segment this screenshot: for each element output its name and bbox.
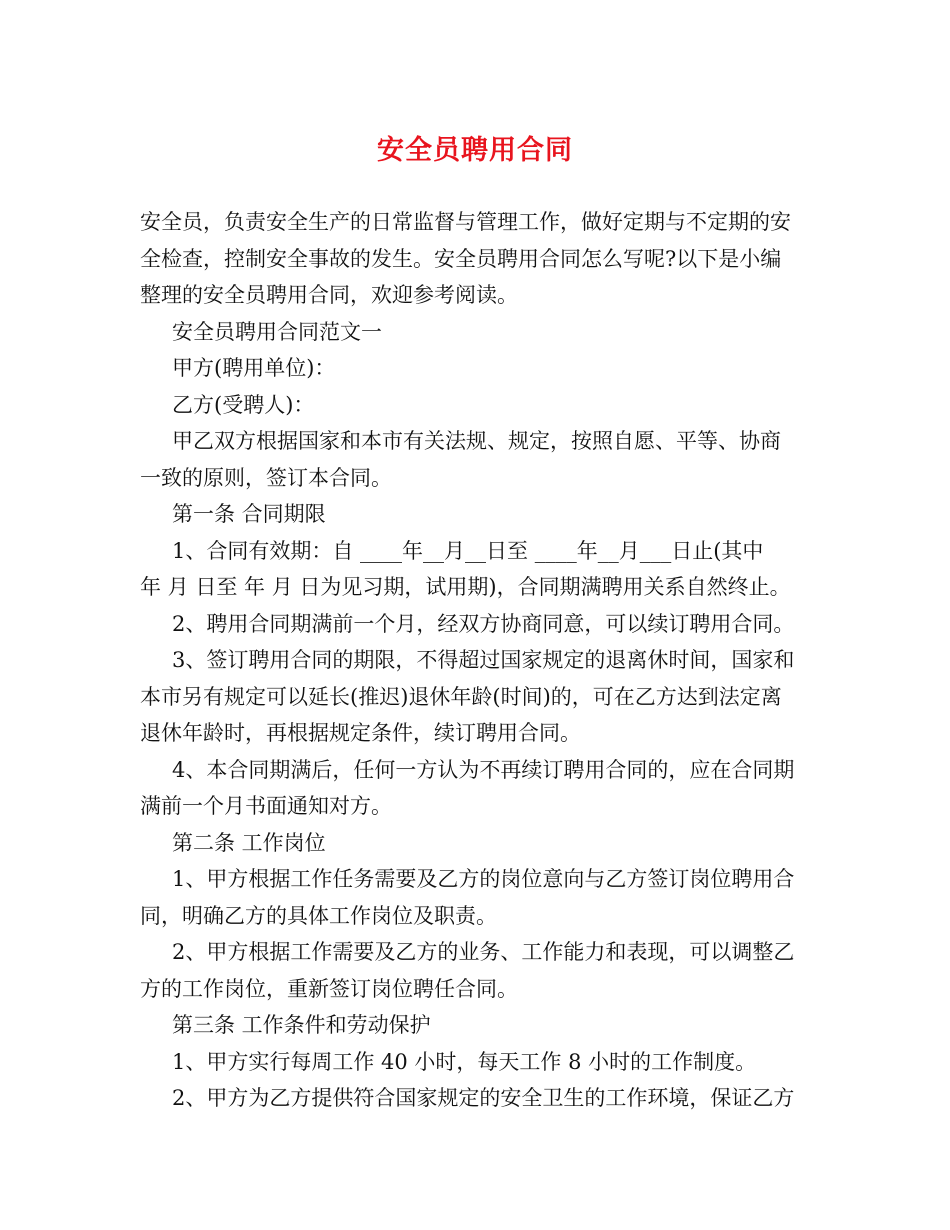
clause-line: 3、签订聘用合同的期限，不得超过国家规定的退离休时间，国家和 [172, 648, 795, 672]
party-a-line: 甲方(聘用单位)： [172, 356, 336, 380]
clause-line: 方的工作岗位，重新签订岗位聘任合同。 [140, 976, 518, 1001]
clause-line: 2、甲方为乙方提供符合国家规定的安全卫生的工作环境，保证乙方 [172, 1086, 795, 1110]
clause-line: 1、甲方实行每周工作 40 小时，每天工作 8 小时的工作制度。 [172, 1049, 757, 1074]
party-b-line: 乙方(受聘人)： [172, 392, 315, 417]
article-heading: 第一条 合同期限 [172, 502, 326, 526]
paragraph-line: 整理的安全员聘用合同，欢迎参考阅读。 [140, 283, 518, 307]
clause-line: 同，明确乙方的具体工作岗位及职责。 [140, 903, 497, 928]
clause-line: 1、合同有效期：自 ____年__月__日至 ____年__月___日止(其中 [172, 538, 764, 563]
section-heading: 安全员聘用合同范文一 [172, 319, 382, 344]
paragraph-line: 一致的原则，签订本合同。 [140, 465, 392, 490]
article-heading: 第二条 工作岗位 [172, 830, 326, 855]
document-title: 安全员聘用合同 [377, 135, 573, 166]
paragraph-line: 安全员，负责安全生产的日常监督与管理工作，做好定期与不定期的安 [140, 210, 791, 234]
clause-line: 2、聘用合同期满前一个月，经双方协商同意，可以续订聘用合同。 [172, 611, 795, 636]
clause-line: 2、甲方根据工作需要及乙方的业务、工作能力和表现，可以调整乙 [172, 940, 795, 964]
paragraph-line: 全检查，控制安全事故的发生。安全员聘用合同怎么写呢?以下是小编 [140, 246, 782, 271]
clause-line: 年 月 日至 年 月 日为见习期，试用期)，合同期满聘用关系自然终止。 [140, 575, 791, 599]
clause-line: 本市另有规定可以延长(推迟)退休年龄(时间)的，可在乙方达到法定离 [140, 684, 782, 709]
paragraph-line: 甲乙双方根据国家和本市有关法规、规定，按照自愿、平等、协商 [172, 429, 781, 453]
document-body [140, 204, 820, 1117]
clause-line: 满前一个月书面通知对方。 [140, 794, 392, 818]
clause-line: 1、甲方根据工作任务需要及乙方的岗位意向与乙方签订岗位聘用合 [172, 867, 795, 891]
clause-line: 4、本合同期满后，任何一方认为不再续订聘用合同的，应在合同期 [172, 757, 795, 782]
clause-line: 退休年龄时，再根据规定条件，续订聘用合同。 [140, 721, 581, 745]
article-heading: 第三条 工作条件和劳动保护 [172, 1013, 431, 1037]
